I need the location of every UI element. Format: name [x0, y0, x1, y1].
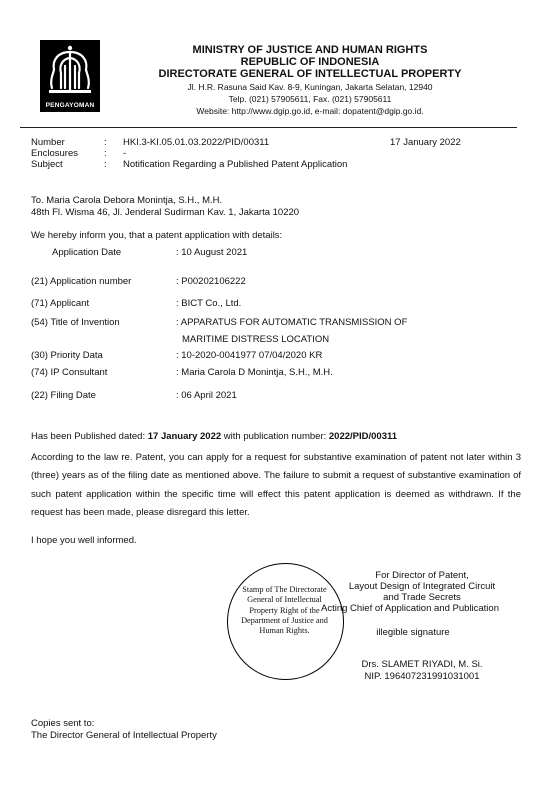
detail-value: : Maria Carola D Monintja, S.H., M.H.: [176, 367, 333, 378]
closing-text: I hope you well informed.: [31, 535, 137, 546]
header-phone: Telp. (021) 57905611, Fax. (021) 57905611: [228, 94, 392, 104]
pengayoman-logo: [40, 40, 100, 112]
letter-date: 17 January 2022: [390, 137, 461, 148]
copies-label: Copies sent to:: [31, 718, 95, 729]
number-label: Number: [31, 137, 65, 148]
number-colon: :: [104, 137, 107, 148]
detail-value: : BICT Co., Ltd.: [176, 298, 242, 309]
subject-label: Subject: [31, 159, 63, 170]
directorate-title: DIRECTORATE GENERAL OF INTELLECTUAL PROPERTY: [158, 68, 462, 80]
signatory-nip: NIP. 196407231991031001: [364, 671, 480, 682]
enclosures-value: -: [123, 148, 127, 159]
logo-label: PENGAYOMAN: [45, 102, 95, 109]
detail-label: (22) Filing Date: [31, 390, 96, 401]
detail-label: Application Date: [52, 247, 122, 258]
header-divider: [20, 127, 517, 128]
ministry-title: MINISTRY OF JUSTICE AND HUMAN RIGHTS: [192, 44, 428, 56]
stamp-text: Stamp of The Directorate General of Intellectual Property Right of the Department of Justice and Human Rights.: [241, 585, 328, 636]
detail-label: (21) Application number: [31, 276, 132, 287]
detail-label: (74) IP Consultant: [31, 367, 108, 378]
intro-text: We hereby inform you, that a patent application with details:: [31, 230, 283, 241]
detail-value: : P00202106222: [176, 276, 246, 287]
republic-title: REPUBLIC OF INDONESIA: [240, 56, 380, 68]
published-prefix: Has been Published dated:: [31, 431, 148, 442]
copies-recipient: The Director General of Intellectual Property: [31, 730, 217, 741]
enclosures-label: Enclosures: [31, 148, 78, 159]
detail-value: : 10-2020-0041977 07/04/2020 KR: [176, 350, 323, 361]
header-website: Website: http://www.dgip.go.id, e-mail: dopatent@dgip.go.id.: [196, 106, 424, 116]
published-middle: with publication number:: [221, 431, 329, 442]
detail-value: : APPARATUS FOR AUTOMATIC TRANSMISSION OF: [176, 317, 408, 328]
signature-line-2: Layout Design of Integrated Circuit: [348, 581, 496, 592]
recipient-address: 48th Fl. Wisma 46, Jl. Jenderal Sudirman Kav. 1, Jakarta 10220: [31, 207, 300, 218]
signature-line-4: Acting Chief of Application and Publication: [321, 603, 499, 614]
detail-value-continued: MARITIME DISTRESS LOCATION: [182, 334, 330, 345]
published-date: 17 January 2022: [147, 431, 222, 442]
subject-colon: :: [104, 159, 107, 170]
detail-label: (71) Applicant: [31, 298, 90, 309]
detail-value: : 10 August 2021: [176, 247, 248, 258]
detail-label: (54) Title of Invention: [31, 317, 120, 328]
body-paragraph: According to the law re. Patent, you can apply for a request for substantive examination of patent not later within 3 (three) years as of the filing date as mentioned above. The failure to submit a request of substantive examination of such patent application within the specific time will effect this patent application is deemed as withdrawn. If the request has been made, please disregard this letter.: [31, 452, 521, 518]
number-value: HKI.3-KI.05.01.03.2022/PID/00311: [123, 137, 270, 148]
published-line: [31, 431, 397, 442]
detail-label: (30) Priority Data: [31, 350, 103, 361]
subject-value: Notification Regarding a Published Patent Application: [123, 159, 348, 170]
publication-number: 2022/PID/00311: [328, 431, 398, 442]
header-address: Jl. H.R. Rasuna Said Kav. 8-9, Kuningan, Jakarta Selatan, 12940: [187, 82, 433, 92]
signature-line-3: and Trade Secrets: [383, 592, 461, 603]
signatory-name: Drs. SLAMET RIYADI, M. Si.: [361, 659, 483, 670]
enclosures-colon: :: [104, 148, 107, 159]
recipient-name: To. Maria Carola Debora Monintja, S.H., M.H.: [31, 195, 223, 206]
signature-line-1: For Director of Patent,: [375, 570, 469, 581]
detail-value: : 06 April 2021: [176, 390, 237, 401]
illegible-signature: illegible signature: [376, 627, 450, 638]
